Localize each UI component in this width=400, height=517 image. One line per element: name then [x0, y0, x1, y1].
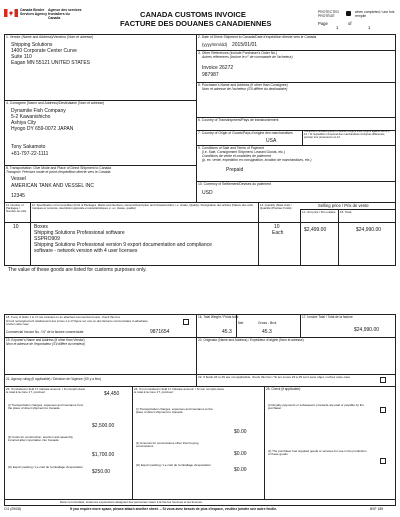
row-unit-price[interactable]: $2,499.00	[304, 227, 327, 233]
attached-invoice-note: 18. If any of fields 1 to 17 are included on an attached commercial invoice, check this box	[6, 315, 121, 319]
field-24-ii-value[interactable]: $0.00	[234, 451, 247, 457]
transport-label-fr: Transport: Précisez mode et point d'expédition directe vers le Canada	[6, 170, 111, 174]
col-packages-header: 11. Number of Packages / Nombre de colis	[6, 203, 27, 214]
consignee-label: 4. Consignee (Name and Address)/Destinataire (Nom et adresse)	[6, 101, 105, 105]
field-25-label: 25. Check (if applicable):	[266, 387, 302, 391]
attached-invoice-checkbox[interactable]	[183, 319, 189, 325]
purchaser-label: 5. Purchaser's Name and Address (If other than Consignee)	[198, 83, 288, 87]
invoice-total-value[interactable]: $24,990.00	[354, 327, 380, 333]
field-24-i-label: (i) Transportation charges, expenses and insurance to the place of direct shipment to Canada	[136, 407, 213, 415]
vendor-city[interactable]: Eagan MN 55121 UNITED STATES	[11, 60, 91, 66]
shipment-date-label: 2. Date of Direct Shipment to Canada/Date d'expédition directe vers le Canada	[198, 35, 317, 39]
field-23-i-value[interactable]: $2,500.00	[92, 423, 115, 429]
invoice-total-label: 17. Invoice Total / Total de la facture	[302, 315, 353, 319]
field-23-iii-label: (iii) Export packing / Le coût de l'emballage d'exportation	[8, 465, 84, 469]
row-quantity[interactable]: 10	[274, 224, 280, 230]
net-label: Net	[238, 321, 244, 325]
originator-label: 20. Originator (Name and Address) / Expéditeur d'origine (Nom et adresse)	[198, 338, 304, 342]
transport-mode[interactable]: Vessel	[11, 176, 26, 182]
exporter-label-fr: Nom et adresse de l'exportateur (S'il diffère du vendeur)	[6, 342, 85, 346]
sale-conditions-value[interactable]: Prepaid	[226, 167, 244, 173]
other-refs-label-fr: Autres références (Inclure le n° de commande de l'acheteur)	[202, 55, 293, 59]
row-desc-line1[interactable]: Boxes	[34, 224, 48, 230]
form-code-right: BSF 189	[370, 507, 384, 511]
currency-label: 10. Currency of Settlement/Devises du paiement	[198, 182, 271, 186]
field-25-ii-checkbox[interactable]	[380, 458, 386, 464]
agency-ruling-label: 21. Agency ruling (If applicable) / Décision de l'Agence (S'il y a lieu)	[6, 377, 101, 381]
purchaser-label-fr: Nom et adresse de l'acheteur (S'il diffère du destinataire)	[202, 87, 288, 91]
consignee-address2[interactable]: Ashiya City	[11, 120, 37, 126]
fields-22-note: 22. If fields 23 to 25 are not applicable, check this box / Si les zones 23 à 25 sont sans objet, cochez cette case	[198, 375, 351, 379]
field-25-ii-label: (ii) The purchaser has supplied goods or services for use in the production of these goods	[268, 449, 367, 457]
page-label: Page	[318, 21, 328, 26]
row-desc-line4[interactable]: Shipping Solutions Professional version 9 export documentation and compliance	[34, 242, 212, 248]
field-23-label: 23. If included in field 17 indicate amount: / Si compris dans le total à la zone 17, précisez:	[6, 387, 86, 395]
row-desc-line2[interactable]: Shipping Solutions Professional software	[34, 230, 125, 236]
shipment-date-format: (yyyy/mm/dd)	[202, 42, 228, 47]
completed-note: when completed / une fois remplie	[355, 10, 395, 18]
consignee-contact[interactable]: Tony Sakamoto	[11, 144, 46, 150]
row-total[interactable]: $24,990.00	[356, 227, 382, 233]
invoice-reference[interactable]: Invoice 26272	[202, 65, 234, 71]
field-25-i-checkbox[interactable]	[380, 407, 386, 413]
row-desc-line3[interactable]: SSPRO909	[34, 236, 60, 242]
form-title-en: CANADA CUSTOMS INVOICE	[140, 10, 246, 19]
consignee-company[interactable]: Dynamite Fish Company	[11, 108, 66, 114]
transport-label: 8. Transportation: Give Mode and Place of Direct Shipment to Canada	[6, 166, 112, 170]
currency-value[interactable]: USD	[202, 190, 213, 196]
fields-22-checkbox[interactable]	[380, 377, 386, 383]
field-23-ii-label: (ii) Costs for construction, erection and assembly incurred after importation into Canada	[8, 435, 73, 443]
field-23-i-label: (i) Transportation charges, expenses and insurance from the place of direct shipment to Canada	[8, 403, 84, 411]
agency-name-en: Canada Border Services Agency	[20, 8, 48, 16]
row-packages[interactable]: 10	[13, 224, 19, 230]
field-23-ii-value[interactable]: $1,700.00	[92, 452, 115, 458]
commercial-invoice-no-label: Commercial Invoice No. / N° de la facture commerciale	[6, 330, 84, 334]
row-desc-line5[interactable]: software - network version with 4 user licenses	[34, 248, 138, 254]
exporter-label: 19. Exporter's Name and Address (If other than Vendor)	[6, 338, 85, 342]
net-weight-value[interactable]: 45.3	[222, 329, 232, 335]
origin-note: If shipment includes goods of different origins enter origins against items in 12. / Si l'expédition comprend des marchandises d'origines différentes, préciser leur provenance en 12.	[304, 130, 390, 139]
consignee-phone[interactable]: +81-797-22-1111	[11, 151, 49, 157]
consignee-city[interactable]: Hyogo DY 659-0072 JAPAN	[11, 126, 74, 132]
of-label: of	[348, 21, 352, 26]
consignee-address1[interactable]: 5-2 Kawanishicho	[11, 114, 51, 120]
transshipment-label: 6. Country of Transshipment/Pays de transbordement	[198, 118, 279, 122]
protected-b-badge	[346, 11, 351, 16]
protected-label: PROTECTED	[318, 10, 339, 14]
sale-conditions-line4: (p. ex. vente, expédition en consignation, location de marchandises, etc.)	[202, 158, 312, 162]
footer-fr-note: Dans ce formulaire, toutes les expressions désignant des personnes visent à la fois les hommes et les femmes.	[60, 500, 203, 504]
field-23-iii-value[interactable]: $250.00	[92, 469, 111, 475]
form-title-fr: FACTURE DES DOUANES CANADIENNES	[120, 19, 272, 28]
weight-label: 16. Total Weight / Poids total	[198, 315, 239, 319]
sale-conditions-line2: (i.e. Sale, Consignment Shipment, Leased Goods, etc.)	[202, 150, 285, 154]
field-24-label: 24. If not included in field 17 indicate amount: / Si non compris dans le total à la zone 17, précisez:	[134, 387, 224, 395]
selling-price-header: Selling price / Prix de vente	[318, 203, 369, 208]
vendor-name[interactable]: Shipping Solutions	[11, 42, 53, 48]
agency-name-fr: Agence des services frontaliers du Canada	[48, 8, 82, 20]
field-24-i-value[interactable]: $0.00	[234, 429, 247, 435]
row-unit[interactable]: Each	[272, 230, 284, 236]
col-total-header: 15. Total	[340, 210, 352, 214]
goods-footnote: The value of these goods are listed for customs purposes only.	[8, 267, 147, 273]
field-24-ii-label: (ii) Amounts for commissions other than buying commissions	[136, 441, 199, 449]
gross-weight-value[interactable]: 45.3	[262, 329, 272, 335]
origin-value[interactable]: USA	[266, 138, 277, 144]
form-code-left: CI1 (09/08)	[4, 507, 21, 511]
attached-invoice-note-fr: Si tout renseignement relativement aux zones 1 à 17 figure sur une ou des factures commerciales ci-attachées, cocher cette case	[6, 319, 149, 327]
shipment-date-value[interactable]: 2015/01/01	[232, 42, 258, 48]
vendor-address1[interactable]: 1400 Corporate Center Curve	[11, 48, 77, 54]
transport-ref[interactable]: 12345	[11, 193, 25, 199]
transport-carrier[interactable]: AMERICAN TANK AND VESSEL INC	[11, 183, 94, 189]
gross-label: Gross - Brut	[258, 321, 277, 325]
commercial-invoice-no[interactable]: 9871654	[150, 329, 170, 335]
footer-en-note: If you require more space, please attach another sheet. – Si vous avez besoin de plus d'espace, veuillez joindre une autre feuille.	[70, 507, 278, 511]
col-quantity-header: 13. Quantity (State Unit) / Quantité (Préciser l'unité)	[260, 203, 292, 211]
origin-label: 7. Country of Origin of Goods/Pays d'origine des marchandises	[198, 131, 293, 135]
field-24-iii-label: (iii) Export packing / Le coût de l'emballage d'exportation	[136, 463, 212, 467]
other-refs-label: 3. Other References (Include Purchaser's Order No.)	[198, 51, 278, 55]
vendor-address2[interactable]: Suite 110	[11, 54, 32, 60]
field-23-total[interactable]: $4,450	[104, 391, 120, 397]
col-description-header: 12. Specification of Commodities (Kind of Packages, Marks and Numbers, General Description and Characteristics, i.e. Grade, Quality) / Désignation des articles (Nature des colis, marques et numéros, description générale et caractéristiques, p. ex. classe, qualité)	[32, 203, 254, 211]
sale-conditions-label: 9. Conditions of Sale and Terms of Payment	[198, 146, 265, 150]
page-total[interactable]: 1	[368, 25, 371, 30]
sale-conditions-line3: Conditions de vente et modalités de paiement	[202, 154, 271, 158]
page-current[interactable]: 1	[336, 25, 339, 30]
order-number[interactable]: 987987	[202, 72, 219, 78]
field-25-i-label: (i) Royalty payments or subsequent proceeds are paid or payable by the purchaser	[268, 403, 364, 411]
field-24-iii-value[interactable]: $0.00	[234, 467, 247, 473]
col-unit-price-header: 14. Unit price / Prix unitaire	[302, 210, 336, 214]
canada-flag-icon	[4, 9, 18, 17]
vendor-label: 1. Vendor (Name and Address)/Vendeur (Nom et adresse)	[6, 35, 94, 39]
protected-value: PROTÉGÉ	[318, 14, 335, 18]
